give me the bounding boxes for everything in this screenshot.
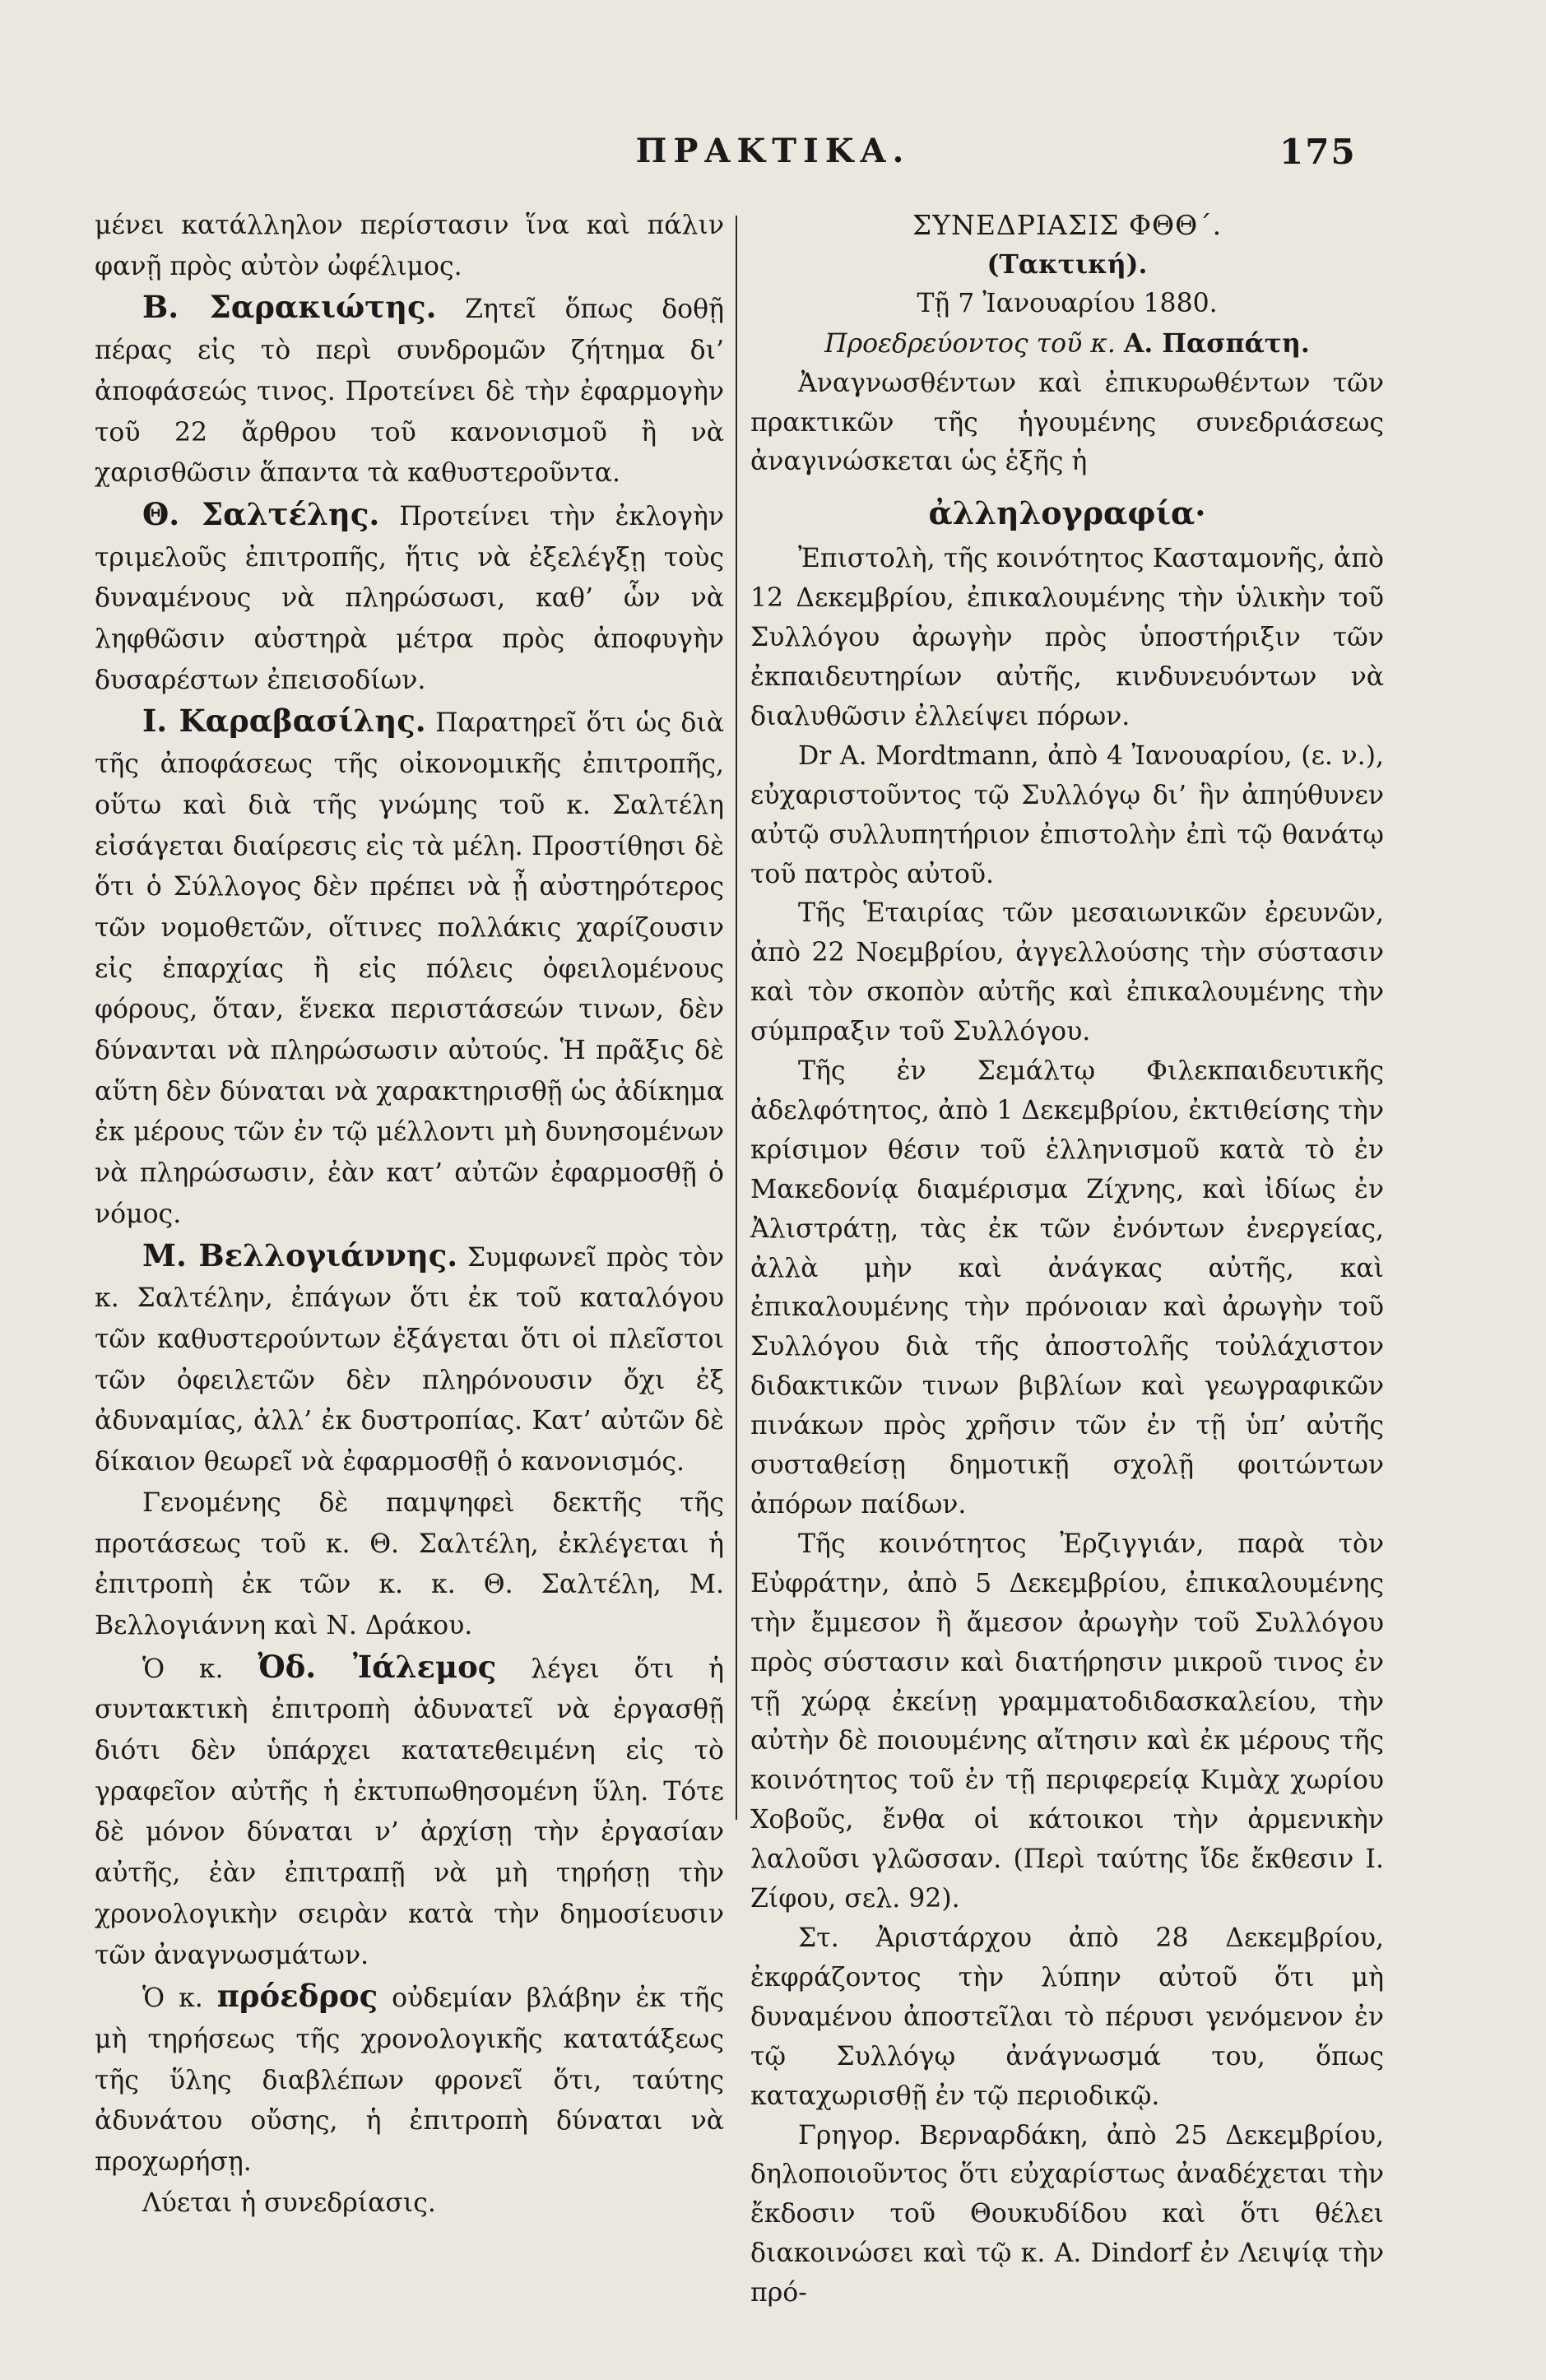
left-column: [95, 206, 724, 2224]
presiding-prefix: Προεδρεύοντος τοῦ κ.: [824, 328, 1116, 359]
paragraph: Ἀναγνωσθέντων καὶ ἐπικυρωθέντων τῶν πρακτικῶν τῆς ἡγουμένης συνεδριάσεως ἀναγινώσκεται ὡς ἑξῆς ἡ: [750, 368, 1384, 477]
speech-text: Ζητεῖ ὅπως δοθῇ πέρας εἰς τὸ περὶ συνδρομῶν ζήτημα δι’ ἀποφάσεώς τινος. Προτείνει δὲ τὴν ἐφαρμογὴν τοῦ 22 ἄρθρου τοῦ κανονισμοῦ ἢ νὰ χαρισθῶσιν ἅπαντα τὰ καθυστεροῦντα.: [95, 295, 724, 489]
speech-paragraph: [95, 1647, 724, 1977]
paragraph: Γενομένης δὲ παμψηφεὶ δεκτῆς τῆς προτάσεως τοῦ κ. Θ. Σαλτέλη, ἐκλέγεται ἡ ἐπιτροπὴ ἐκ τῶν κ. κ. Θ. Σαλτέλη, Μ. Βελλογιάννη καὶ Ν. Δράκου.: [95, 1487, 724, 1640]
speaker-name: Θ. Σαλτέλης.: [142, 495, 380, 532]
letter-text: ἀπὸ 4 Ἰανουαρίου, (ε. ν.), εὐχαριστοῦντος τῷ Συλλόγῳ δι’ ἣν ἀπηύθυνεν αὐτῷ συλλυπητήριον ἐπιστολὴν ἐπὶ τῷ θανάτῳ τοῦ πατρὸς αὐτοῦ.: [750, 740, 1384, 889]
closing-line: Λύεται ἡ συνεδρίασις.: [142, 2187, 436, 2218]
speech-paragraph: [95, 494, 724, 702]
letter-entry: Τῆς Ἑταιρίας τῶν μεσαιωνικῶν ἐρευνῶν, ἀπὸ 22 Νοεμβρίου, ἀγγελλούσης τὴν σύστασιν καὶ τὸν σκοπὸν αὐτῆς καὶ ἐπικαλουμένης τὴν σύμπραξιν τοῦ Συλλόγου.: [750, 898, 1384, 1047]
speech-paragraph: [95, 701, 724, 1235]
column-divider: [736, 216, 737, 1820]
correspondent-name: A. Dindorf: [1054, 2238, 1191, 2269]
letter-entry: Τῆς κοινότητος Ἐρζιγγιάν, παρὰ τὸν Εὐφράτην, ἀπὸ 5 Δεκεμβρίου, ἐπικαλουμένης τὴν ἔμμεσον ἢ ἄμεσον ἀρωγὴν τοῦ Συλλόγου πρὸς σύστασιν καὶ διατήρησιν μικροῦ τινος ἐν τῇ χώρᾳ ἐκείνῃ γραμματοδιδασκαλείου, τὴν αὐτὴν δὲ ποιουμένης αἴτησιν καὶ ἐκ μέρους τῆς κοινότητος τοῦ ἐν τῇ περιφερείᾳ Κιμὰχ χωρίου Χοβοῦς, ἔνθα οἱ κάτοικοι τὴν ἀρμενικὴν λαλοῦσι γλῶσσαν. (Περὶ ταύτης ἴδε ἔκθεσιν Ι. Ζίφου, σελ. 92).: [750, 1529, 1384, 1914]
letter-text-tail: ἐν Λειψίᾳ τὴν πρό-: [750, 2238, 1384, 2308]
speech-text: Προτείνει τὴν ἐκλογὴν τριμελοῦς ἐπιτροπῆς, ἥτις νὰ ἐξελέγξῃ τοὺς δυναμένους νὰ πληρώσωσι, καθ’ ὧν νὰ ληφθῶσιν αὐστηρὰ μέτρα πρὸς ἀποφυγὴν δυσαρέστων ἐπεισοδίων.: [95, 501, 724, 695]
letter-entry: Ἐπιστολὴ, τῆς κοινότητος Κασταμονῆς, ἀπὸ 12 Δεκεμβρίου, ἐπικαλουμένης τὴν ὑλικὴν τοῦ Συλλόγου ἀρωγὴν πρὸς ὑποστήριξιν τῶν ἐκπαιδευτηρίων αὐτῆς, κινδυνευόντων νὰ διαλυθῶσιν ἐλλείψει πόρων.: [750, 544, 1384, 731]
paragraph: μένει κατάλληλον περίστασιν ἵνα καὶ πάλιν φανῇ πρὸς αὐτὸν ὠφέλιμος.: [95, 211, 724, 281]
correspondent-name: Dr A. Mordtmann,: [798, 740, 1039, 771]
session-date: Τῇ 7 Ἰανουαρίου 1880.: [917, 288, 1218, 318]
running-header: ΠΡΑΚΤΙΚΑ.: [635, 132, 911, 170]
speaker-name: Β. Σαρακιώτης.: [142, 289, 437, 326]
session-title: ΣΥΝΕΔΡΙΑΣΙΣ ΦΘΘ΄.: [912, 209, 1223, 241]
speaker-name: Ι. Καραβασίλης.: [142, 703, 426, 740]
speech-text: Συμφωνεῖ πρὸς τὸν κ. Σαλτέλην, ἐπάγων ὅτι ἐκ τοῦ καταλόγου τῶν καθυστερούντων ἐξάγεται ὅτι οἱ πλεῖστοι τῶν ὀφειλετῶν δὲν πληρόνουσιν ὄχι ἐξ ἀδυναμίας, ἀλλ’ ἐκ δυστροπίας. Κατ’ αὐτῶν δὲ δίκαιον θεωρεῖ νὰ ἐφαρμοσθῇ ὁ κανονισμός.: [95, 1242, 724, 1478]
speaker-name: Ὀδ. Ἰάλεμος: [258, 1648, 497, 1685]
speaker-name: πρόεδρος: [216, 1978, 378, 2015]
letter-text: Γρηγορ. Βερναρδάκη, ἀπὸ 25 Δεκεμβρίου, δηλοποιοῦντος ὅτι εὐχαρίστως ἀναδέχεται τὴν ἔκδοσιν τοῦ Θουκυδίδου καὶ ὅτι θέλει διακοινώσει καὶ τῷ κ.: [750, 2120, 1384, 2269]
speech-paragraph: [95, 1236, 724, 1483]
speaker-prefix: Ὁ κ.: [142, 1983, 203, 2014]
letter-entry: Στ. Ἀριστάρχου ἀπὸ 28 Δεκεμβρίου, ἐκφράζοντος τὴν λύπην αὐτοῦ ὅτι μὴ δυναμένου ἀποστεῖλαι τὸ πέρυσι γενόμενον ἐν τῷ Συλλόγῳ ἀνάγνωσμά του, ὅπως καταχωρισθῇ ἐν τῷ περιοδικῷ.: [750, 1923, 1384, 2111]
speaker-name: Μ. Βελλογιάννης.: [142, 1236, 458, 1274]
speech-text: λέγει ὅτι ἡ συντακτικὴ ἐπιτροπὴ ἀδυνατεῖ νὰ ἐργασθῇ διότι δὲν ὑπάρχει κατατεθειμένη εἰς τὸ γραφεῖον αὐτῆς ἡ ἐκτυπωθησομένη ὕλη. Τότε δὲ μόνον δύναται ν’ ἀρχίσῃ τὴν ἐργασίαν αὐτῆς, ἐὰν ἐπιτραπῇ νὰ μὴ τηρήσῃ τὴν χρονολογικὴν σειρὰν κατὰ τὴν δημοσίευσιν τῶν ἀναγνωσμάτων.: [95, 1654, 724, 1970]
speech-text: Παρατηρεῖ ὅτι ὡς διὰ τῆς ἀποφάσεως τῆς οἰκονομικῆς ἐπιτροπῆς, οὕτω καὶ διὰ τῆς γνώμης τοῦ κ. Σαλτέλη εἰσάγεται διαίρεσις εἰς τὰ μέλη. Προστίθησι δὲ ὅτι ὁ Σύλλογος δὲν πρέπει νὰ ᾖ αὐστηρότερος τῶν νομοθετῶν, οἵτινες πολλάκις χαρίζουσιν εἰς ἐπαρχίας ἢ εἰς πόλεις ὀφειλομένους φόρους, ὅταν, ἕνεκα περιστάσεών τινων, δὲν δύνανται νὰ πληρώσωσιν αὐτούς. Ἡ πρᾶξις δὲ αὕτη δὲν δύναται νὰ χαρακτηρισθῇ ὡς ἀδίκημα ἐκ μέρους τῶν ἐν τῷ μέλλοντι μὴ δυνησομένων νὰ πληρώσωσιν, ἐὰν κατ’ αὐτῶν ἐφαρμοσθῇ ὁ νόμος.: [95, 708, 725, 1229]
letter-entry: Τῆς ἐν Σεμάλτῳ Φιλεκπαιδευτικῆς ἀδελφότητος, ἀπὸ 1 Δεκεμβρίου, ἐκτιθείσης τὴν κρίσιμον θέσιν τοῦ ἑλληνισμοῦ κατὰ τὸ ἐν Μακεδονίᾳ διαμέρισμα Ζίχνης, καὶ ἰδίως ἐν Ἀλιστράτῃ, τὰς ἐκ τῶν ἐνόντων ἐνεργείας, ἀλλὰ μὴν καὶ ἀνάγκας αὐτῆς, καὶ ἐπικαλουμένης τὴν πρόνοιαν καὶ ἀρωγὴν τοῦ Συλλόγου διὰ τῆς ἀποστολῆς τοὐλάχιστον διδακτικῶν τινων βιβλίων καὶ γεωγραφικῶν πινάκων πρὸς χρῆσιν τῶν ἐν τῇ ὑπ’ αὐτῆς συσταθείσῃ δημοτικῇ σχολῇ φοιτώντων ἀπόρων παίδων.: [750, 1056, 1384, 1519]
section-heading: ἀλληλογραφία·: [928, 494, 1206, 532]
speaker-prefix: Ὁ κ.: [142, 1654, 224, 1684]
speech-paragraph: [95, 287, 724, 494]
presiding-name: Α. Πασπάτη.: [1123, 327, 1310, 359]
page-number: 175: [1279, 132, 1357, 172]
speech-text: οὐδεμίαν βλάβην ἐκ τῆς μὴ τηρήσεως τῆς χρονολογικῆς κατατάξεως τῆς ὕλης διαβλέπων φρονεῖ ὅτι, ταύτης ἀδυνάτου οὔσης, ἡ ἐπιτροπὴ δύναται νὰ προχωρήσῃ.: [95, 1983, 724, 2178]
presiding-line: [750, 324, 1384, 364]
speech-paragraph: [95, 1976, 724, 2183]
letter-entry: [750, 2117, 1384, 2314]
session-type: (Τακτική).: [987, 248, 1148, 280]
right-column: [750, 206, 1384, 2313]
letter-entry: [750, 737, 1384, 895]
